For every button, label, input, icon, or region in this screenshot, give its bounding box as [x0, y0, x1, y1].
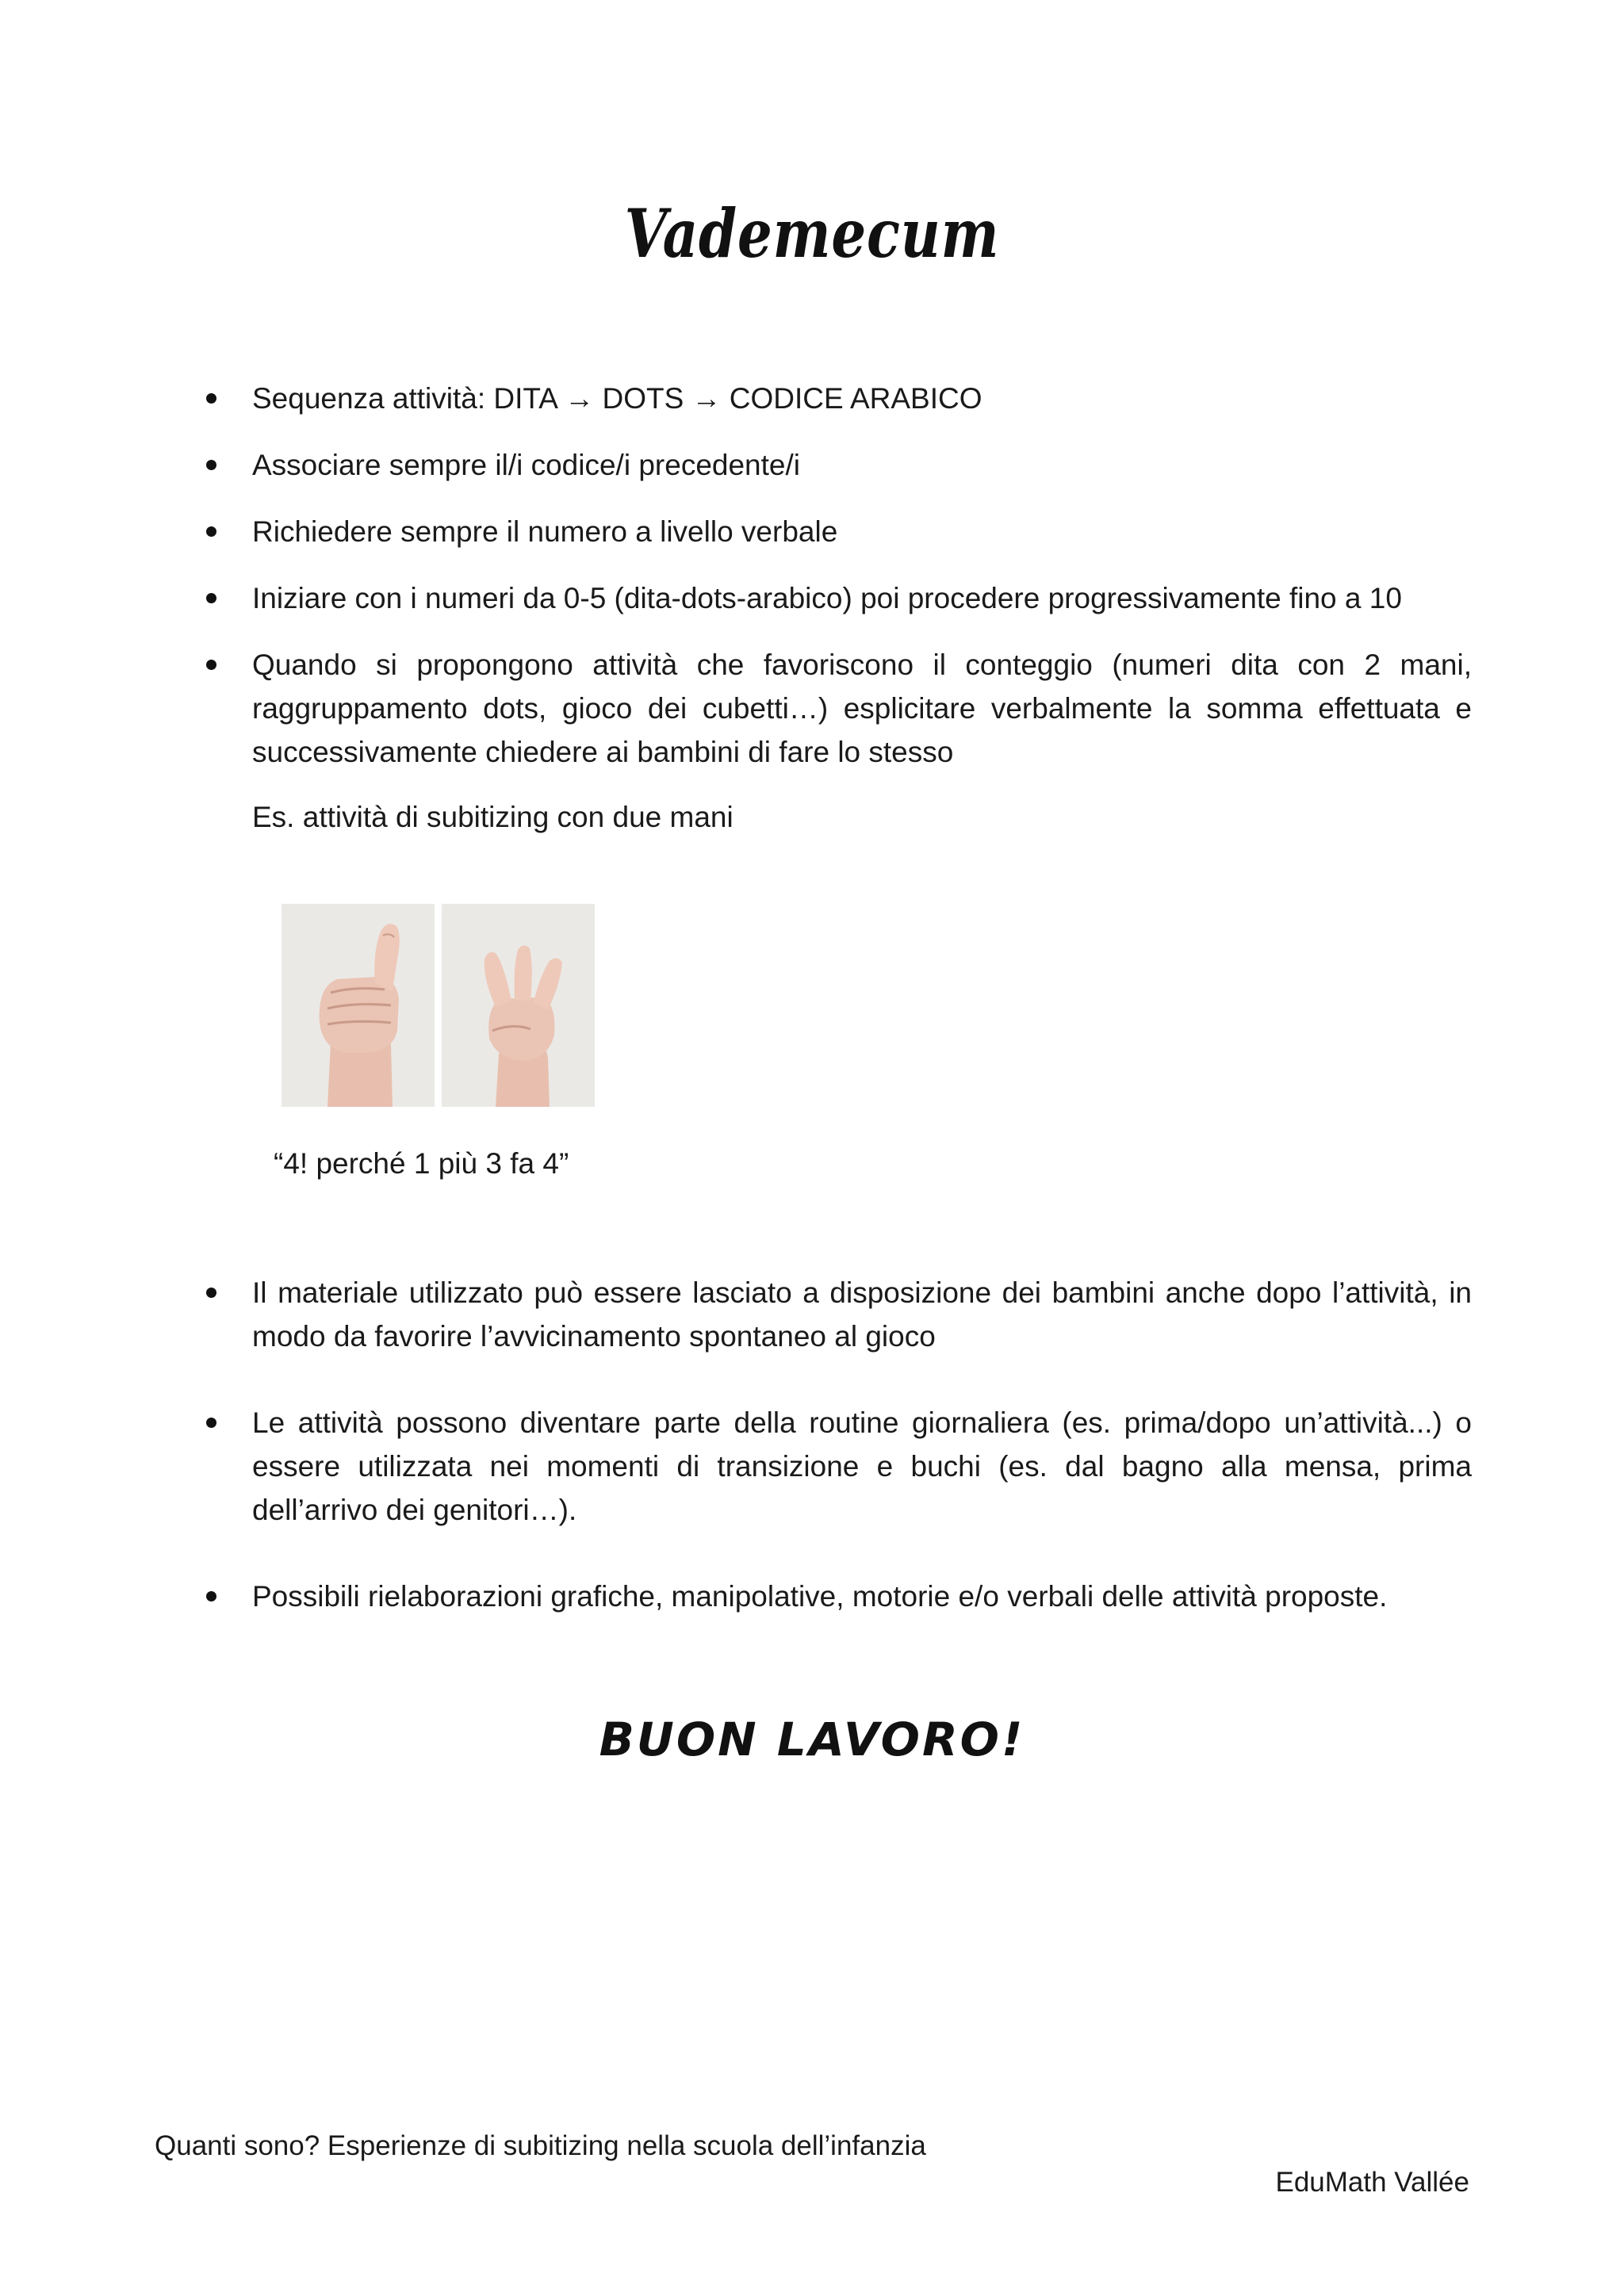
list-item-text: Possibili rielaborazioni grafiche, manipolative, motorie e/o verbali delle attività proposte. — [252, 1580, 1388, 1613]
list-item — [205, 443, 1472, 487]
bullet-icon — [206, 660, 216, 670]
list-item-text: Le attività possono diventare parte della routine giornaliera (es. prima/dopo un’attività...) o essere utilizzata nei momenti di transizione e buchi (es. dal bagno alla mensa, prima dell’arrivo dei genitori…). — [252, 1406, 1472, 1526]
list-item-text: Quando si propongono attività che favoriscono il conteggio (numeri dita con 2 mani, raggruppamento dots, gioco dei cubetti…) esplicitare verbalmente la somma effettuata e successivamente chiedere ai bambini di fare lo stesso — [252, 649, 1472, 768]
list-item — [205, 1401, 1472, 1532]
bullet-icon — [206, 593, 216, 603]
bullet-icon — [206, 460, 216, 470]
bullet-icon — [206, 526, 216, 537]
list-item — [205, 643, 1472, 774]
list-item-text: Associare sempre il/i codice/i precedente/i — [252, 449, 800, 481]
list-item — [205, 576, 1472, 620]
bullet-icon — [206, 1288, 216, 1298]
hand-one-finger-photo — [282, 904, 435, 1107]
bullet-icon — [206, 1591, 216, 1601]
bullet-list-top — [205, 377, 1472, 797]
example-label: Es. attività di subitizing con due mani — [252, 801, 733, 833]
list-item-text: Il materiale utilizzato può essere lasciato a disposizione dei bambini anche dopo l’attività, in modo da favorire l’avvicinamento spontaneo al gioco — [252, 1276, 1472, 1353]
list-item — [205, 510, 1472, 553]
list-item — [205, 377, 1472, 420]
bullet-icon — [206, 1418, 216, 1428]
page-title: Vademecum — [624, 194, 1000, 273]
list-item — [205, 1575, 1472, 1618]
list-item-text: Sequenza attività: DITA → DOTS → CODICE ARABICO — [252, 382, 982, 415]
footer-document-title: Quanti sono? Esperienze di subitizing nella scuola dell’infanzia — [155, 2130, 926, 2161]
closing-message: BUON LAVORO! — [599, 1712, 1025, 1766]
footer-author: EduMath Vallée — [1275, 2167, 1469, 2198]
bullet-list-bottom — [205, 1271, 1472, 1661]
list-item-text: Iniziare con i numeri da 0-5 (dita-dots-arabico) poi procedere progressivamente fino a 10 — [252, 582, 1402, 614]
list-item-text: Richiedere sempre il numero a livello verbale — [252, 515, 838, 548]
bullet-icon — [206, 393, 216, 404]
example-caption: “4! perché 1 più 3 fa 4” — [274, 1147, 569, 1180]
list-item — [205, 1271, 1472, 1358]
hand-photos — [282, 904, 595, 1107]
hand-three-fingers-photo — [442, 904, 595, 1107]
